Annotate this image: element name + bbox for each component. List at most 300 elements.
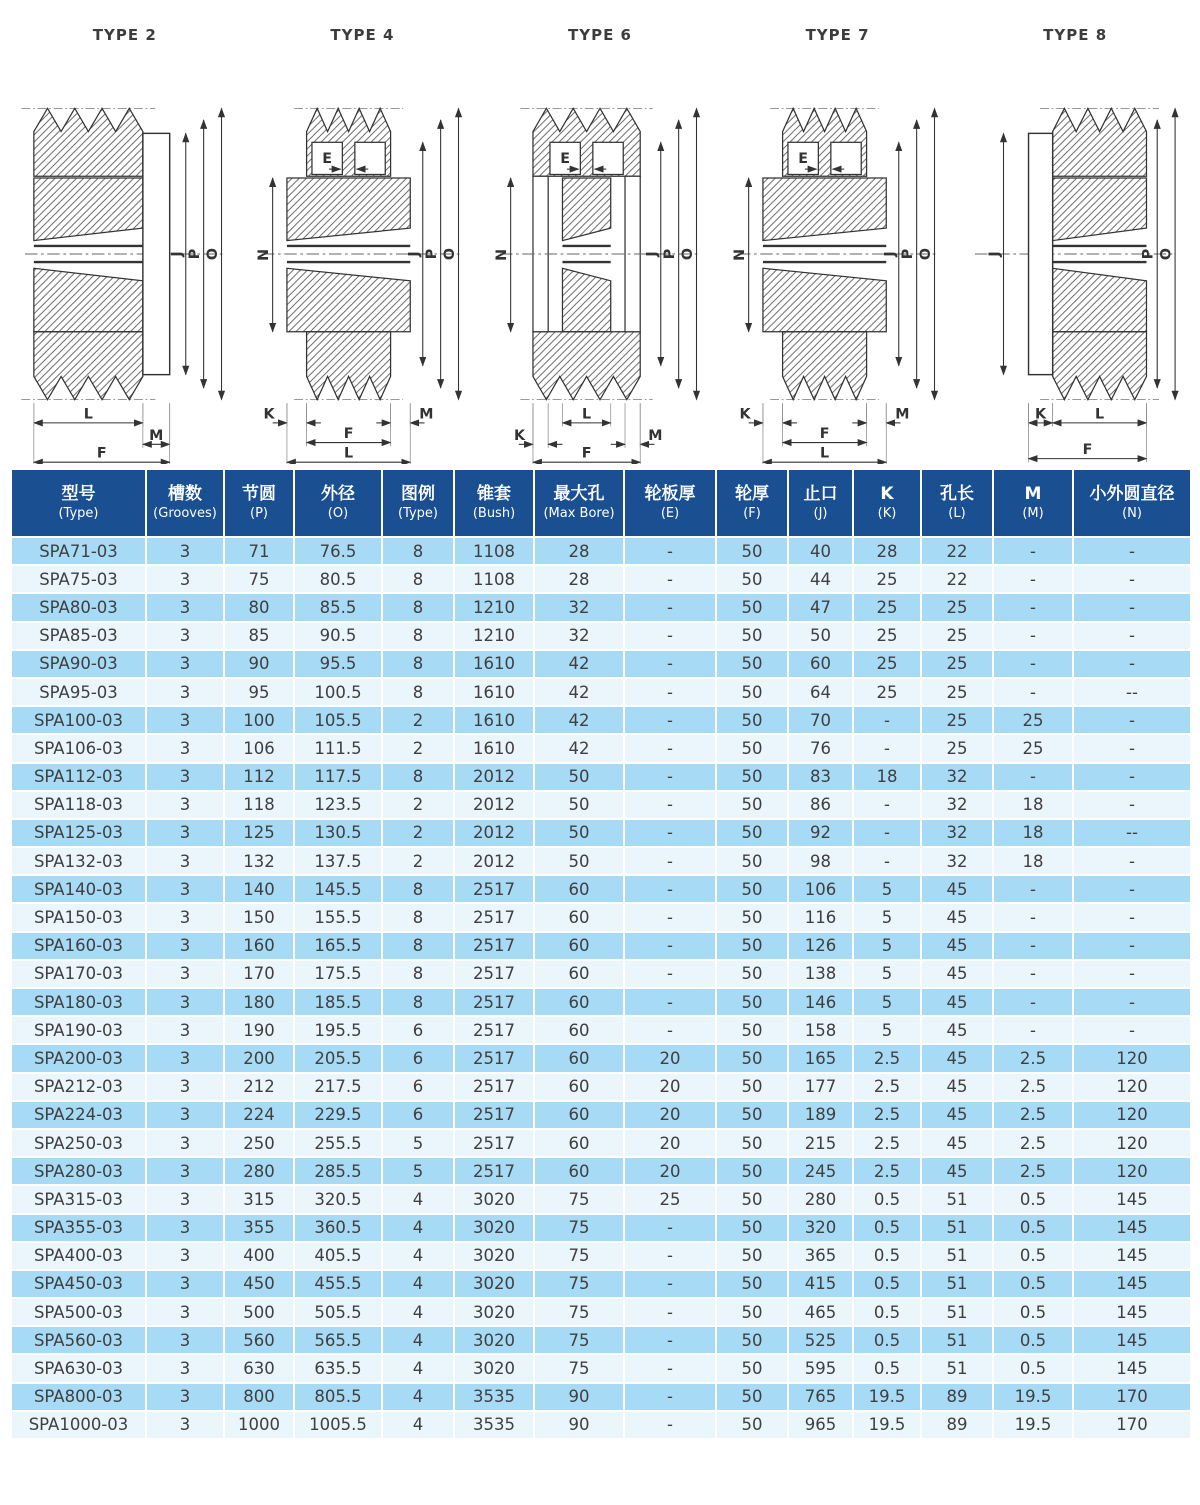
table-cell: 3 bbox=[146, 537, 224, 565]
table-cell: 25 bbox=[921, 706, 993, 734]
table-cell: 2517 bbox=[454, 1101, 534, 1129]
table-cell: 0.5 bbox=[993, 1270, 1073, 1298]
table-cell: 525 bbox=[788, 1326, 853, 1354]
table-cell: 3 bbox=[146, 1157, 224, 1185]
table-cell: - bbox=[993, 537, 1073, 565]
table-cell: 25 bbox=[624, 1185, 716, 1213]
table-cell: 3 bbox=[146, 847, 224, 875]
table-cell: 106 bbox=[788, 875, 853, 903]
table-cell: 3 bbox=[146, 1101, 224, 1129]
table-cell: 132 bbox=[224, 847, 294, 875]
table-cell: 3 bbox=[146, 1383, 224, 1411]
table-cell: - bbox=[624, 1411, 716, 1439]
table-cell: 120 bbox=[1073, 1157, 1191, 1185]
table-cell: 75 bbox=[534, 1185, 624, 1213]
table-cell: 6 bbox=[382, 1073, 454, 1101]
table-cell: 2012 bbox=[454, 791, 534, 819]
table-row bbox=[11, 1411, 1191, 1439]
table-cell: 3 bbox=[146, 988, 224, 1016]
svg-text:L: L bbox=[819, 445, 829, 462]
table-cell: 6 bbox=[382, 1101, 454, 1129]
table-cell: 50 bbox=[716, 875, 788, 903]
table-cell: 60 bbox=[534, 1073, 624, 1101]
table-cell: 0.5 bbox=[853, 1298, 921, 1326]
table-cell: 50 bbox=[716, 1411, 788, 1439]
table-cell: 60 bbox=[534, 1101, 624, 1129]
table-cell: 25 bbox=[921, 622, 993, 650]
table-cell: 8 bbox=[382, 650, 454, 678]
table-cell: 8 bbox=[382, 622, 454, 650]
table-cell: 8 bbox=[382, 593, 454, 621]
table-cell: 140 bbox=[224, 875, 294, 903]
table-cell: 215 bbox=[788, 1129, 853, 1157]
table-cell: 1108 bbox=[454, 537, 534, 565]
table-cell: 3 bbox=[146, 1129, 224, 1157]
svg-text:F: F bbox=[96, 445, 107, 462]
table-cell: 50 bbox=[716, 1073, 788, 1101]
table-cell: 145 bbox=[1073, 1214, 1191, 1242]
table-cell: 42 bbox=[534, 650, 624, 678]
table-cell: 2517 bbox=[454, 1129, 534, 1157]
table-row bbox=[11, 706, 1191, 734]
table-cell: 75 bbox=[534, 1298, 624, 1326]
table-cell: 120 bbox=[1073, 1073, 1191, 1101]
table-cell: 4 bbox=[382, 1270, 454, 1298]
table-cell: - bbox=[993, 1016, 1073, 1044]
table-cell: 217.5 bbox=[294, 1073, 382, 1101]
table-cell: SPA224-03 bbox=[11, 1101, 146, 1129]
table-cell: 50 bbox=[716, 1185, 788, 1213]
svg-text:F: F bbox=[581, 445, 592, 462]
svg-text:L: L bbox=[344, 445, 354, 462]
table-cell: 20 bbox=[624, 1157, 716, 1185]
table-cell: 2.5 bbox=[993, 1129, 1073, 1157]
table-cell: SPA250-03 bbox=[11, 1129, 146, 1157]
table-cell: 51 bbox=[921, 1185, 993, 1213]
table-cell: - bbox=[624, 1354, 716, 1382]
table-cell: - bbox=[624, 847, 716, 875]
table-cell: 3020 bbox=[454, 1185, 534, 1213]
table-cell: 205.5 bbox=[294, 1044, 382, 1072]
svg-text:K: K bbox=[1035, 406, 1047, 423]
svg-text:P: P bbox=[424, 248, 441, 260]
table-cell: 28 bbox=[853, 537, 921, 565]
table-cell: 32 bbox=[921, 763, 993, 791]
table-cell: 45 bbox=[921, 1073, 993, 1101]
column-header: 锥套 (Bush) bbox=[454, 469, 534, 537]
table-cell: 2 bbox=[382, 791, 454, 819]
table-row bbox=[11, 622, 1191, 650]
table-cell: 320 bbox=[788, 1214, 853, 1242]
table-row bbox=[11, 1270, 1191, 1298]
table-cell: 2012 bbox=[454, 847, 534, 875]
table-cell: 95 bbox=[224, 678, 294, 706]
table-cell: 1610 bbox=[454, 706, 534, 734]
table-cell: 60 bbox=[534, 875, 624, 903]
table-cell: 25 bbox=[921, 650, 993, 678]
svg-text:E: E bbox=[322, 150, 333, 167]
table-cell: 2517 bbox=[454, 875, 534, 903]
table-row bbox=[11, 593, 1191, 621]
table-cell: 32 bbox=[534, 593, 624, 621]
table-cell: - bbox=[993, 678, 1073, 706]
table-cell: 32 bbox=[534, 622, 624, 650]
table-cell: 60 bbox=[534, 932, 624, 960]
table-cell: 170 bbox=[224, 960, 294, 988]
table-cell: SPA100-03 bbox=[11, 706, 146, 734]
table-row bbox=[11, 1044, 1191, 1072]
table-cell: 800 bbox=[224, 1383, 294, 1411]
table-row bbox=[11, 1242, 1191, 1270]
table-row bbox=[11, 847, 1191, 875]
table-cell: - bbox=[1073, 875, 1191, 903]
table-cell: 50 bbox=[716, 1270, 788, 1298]
svg-text:O: O bbox=[680, 247, 697, 261]
table-cell: 90 bbox=[224, 650, 294, 678]
table-cell: - bbox=[1073, 706, 1191, 734]
svg-text:M: M bbox=[648, 427, 663, 444]
table-cell: - bbox=[993, 593, 1073, 621]
table-cell: 4 bbox=[382, 1298, 454, 1326]
svg-text:N: N bbox=[256, 248, 273, 261]
table-cell: 50 bbox=[716, 988, 788, 1016]
table-cell: 50 bbox=[716, 706, 788, 734]
table-cell: 25 bbox=[921, 593, 993, 621]
table-cell: SPA630-03 bbox=[11, 1354, 146, 1382]
svg-text:J: J bbox=[406, 251, 423, 257]
table-cell: 120 bbox=[1073, 1129, 1191, 1157]
table-cell: 18 bbox=[853, 763, 921, 791]
table-cell: 120 bbox=[1073, 1044, 1191, 1072]
table-row bbox=[11, 1298, 1191, 1326]
table-cell: SPA190-03 bbox=[11, 1016, 146, 1044]
table-cell: - bbox=[624, 1383, 716, 1411]
table-cell: 50 bbox=[534, 819, 624, 847]
table-cell: 3020 bbox=[454, 1354, 534, 1382]
table-cell: 25 bbox=[853, 565, 921, 593]
table-cell: SPA132-03 bbox=[11, 847, 146, 875]
table-cell: 320.5 bbox=[294, 1185, 382, 1213]
table-cell: - bbox=[624, 622, 716, 650]
table-cell: 89 bbox=[921, 1411, 993, 1439]
table-cell: 2.5 bbox=[853, 1101, 921, 1129]
table-cell: 51 bbox=[921, 1298, 993, 1326]
diagram-type-8 bbox=[956, 0, 1194, 468]
table-cell: 20 bbox=[624, 1129, 716, 1157]
table-cell: 4 bbox=[382, 1354, 454, 1382]
table-cell: 2517 bbox=[454, 1073, 534, 1101]
table-cell: 45 bbox=[921, 988, 993, 1016]
table-cell: 22 bbox=[921, 565, 993, 593]
table-cell: SPA85-03 bbox=[11, 622, 146, 650]
table-cell: 60 bbox=[534, 1157, 624, 1185]
svg-text:L: L bbox=[1095, 406, 1105, 423]
table-cell: 5 bbox=[853, 1016, 921, 1044]
table-row bbox=[11, 819, 1191, 847]
table-cell: 2517 bbox=[454, 1157, 534, 1185]
table-cell: - bbox=[1073, 1016, 1191, 1044]
diagram-type-4 bbox=[244, 0, 482, 468]
table-row bbox=[11, 763, 1191, 791]
svg-text:M: M bbox=[419, 406, 434, 423]
table-cell: 158 bbox=[788, 1016, 853, 1044]
svg-text:N: N bbox=[494, 248, 511, 261]
svg-text:N: N bbox=[731, 248, 748, 261]
table-cell: 92 bbox=[788, 819, 853, 847]
table-row bbox=[11, 1101, 1191, 1129]
table-cell: SPA212-03 bbox=[11, 1073, 146, 1101]
table-cell: 19.5 bbox=[853, 1383, 921, 1411]
table-cell: 60 bbox=[534, 960, 624, 988]
table-cell: 8 bbox=[382, 960, 454, 988]
spec-table bbox=[10, 468, 1192, 1440]
table-cell: 3 bbox=[146, 1073, 224, 1101]
table-cell: 70 bbox=[788, 706, 853, 734]
table-cell: 2 bbox=[382, 706, 454, 734]
svg-text:L: L bbox=[83, 406, 93, 423]
table-cell: 170 bbox=[1073, 1411, 1191, 1439]
table-cell: SPA140-03 bbox=[11, 875, 146, 903]
table-cell: 0.5 bbox=[993, 1326, 1073, 1354]
table-cell: - bbox=[993, 650, 1073, 678]
table-cell: 64 bbox=[788, 678, 853, 706]
table-cell: 2.5 bbox=[853, 1157, 921, 1185]
table-cell: 83 bbox=[788, 763, 853, 791]
table-cell: - bbox=[624, 763, 716, 791]
table-cell: - bbox=[624, 1298, 716, 1326]
table-cell: 45 bbox=[921, 960, 993, 988]
svg-text:J: J bbox=[644, 251, 661, 257]
table-cell: - bbox=[993, 622, 1073, 650]
table-cell: 3 bbox=[146, 875, 224, 903]
svg-text:K: K bbox=[739, 406, 751, 423]
table-cell: 47 bbox=[788, 593, 853, 621]
table-cell: 50 bbox=[716, 1044, 788, 1072]
pulley-cross-section-drawing bbox=[244, 44, 480, 464]
table-cell: 40 bbox=[788, 537, 853, 565]
svg-text:M: M bbox=[894, 406, 910, 423]
table-cell: 125 bbox=[224, 819, 294, 847]
table-cell: 50 bbox=[534, 791, 624, 819]
table-cell: 146 bbox=[788, 988, 853, 1016]
table-cell: 3 bbox=[146, 565, 224, 593]
svg-text:E: E bbox=[797, 150, 808, 167]
table-cell: 2 bbox=[382, 734, 454, 762]
table-cell: 76.5 bbox=[294, 537, 382, 565]
table-cell: 400 bbox=[224, 1242, 294, 1270]
table-cell: 2.5 bbox=[993, 1157, 1073, 1185]
table-cell: 50 bbox=[534, 847, 624, 875]
table-cell: -- bbox=[1073, 678, 1191, 706]
table-cell: 0.5 bbox=[993, 1185, 1073, 1213]
table-cell: 3 bbox=[146, 1214, 224, 1242]
table-cell: 100.5 bbox=[294, 678, 382, 706]
svg-text:J: J bbox=[169, 251, 186, 257]
table-cell: 8 bbox=[382, 565, 454, 593]
table-cell: 18 bbox=[993, 819, 1073, 847]
table-cell: 250 bbox=[224, 1129, 294, 1157]
table-cell: 50 bbox=[716, 763, 788, 791]
table-cell: 3 bbox=[146, 903, 224, 931]
table-cell: 80.5 bbox=[294, 565, 382, 593]
table-cell: - bbox=[1073, 734, 1191, 762]
table-cell: 20 bbox=[624, 1073, 716, 1101]
table-cell: 765 bbox=[788, 1383, 853, 1411]
table-cell: 51 bbox=[921, 1326, 993, 1354]
table-cell: 75 bbox=[534, 1270, 624, 1298]
table-cell: - bbox=[624, 678, 716, 706]
table-cell: 50 bbox=[716, 1383, 788, 1411]
column-header: 小外圆直径 (N) bbox=[1073, 469, 1191, 537]
table-cell: 505.5 bbox=[294, 1298, 382, 1326]
table-cell: SPA106-03 bbox=[11, 734, 146, 762]
table-cell: 45 bbox=[921, 1157, 993, 1185]
table-cell: 137.5 bbox=[294, 847, 382, 875]
table-cell: 360.5 bbox=[294, 1214, 382, 1242]
table-cell: 106 bbox=[224, 734, 294, 762]
table-cell: 212 bbox=[224, 1073, 294, 1101]
table-cell: 118 bbox=[224, 791, 294, 819]
table-cell: 355 bbox=[224, 1214, 294, 1242]
table-cell: 280 bbox=[788, 1185, 853, 1213]
table-row bbox=[11, 791, 1191, 819]
table-cell: 465 bbox=[788, 1298, 853, 1326]
diagram-title: TYPE 6 bbox=[567, 26, 632, 44]
table-cell: 60 bbox=[788, 650, 853, 678]
table-cell: 25 bbox=[993, 734, 1073, 762]
table-cell: - bbox=[993, 932, 1073, 960]
table-cell: SPA170-03 bbox=[11, 960, 146, 988]
table-cell: 50 bbox=[716, 1354, 788, 1382]
table-cell: 32 bbox=[921, 819, 993, 847]
table-cell: 95.5 bbox=[294, 650, 382, 678]
table-row bbox=[11, 734, 1191, 762]
table-cell: 3 bbox=[146, 1044, 224, 1072]
table-row bbox=[11, 1157, 1191, 1185]
table-cell: 116 bbox=[788, 903, 853, 931]
table-cell: 60 bbox=[534, 1129, 624, 1157]
diagram-title: TYPE 8 bbox=[1043, 26, 1108, 44]
table-cell: 2517 bbox=[454, 903, 534, 931]
table-cell: 19.5 bbox=[853, 1411, 921, 1439]
table-cell: - bbox=[624, 565, 716, 593]
table-cell: SPA355-03 bbox=[11, 1214, 146, 1242]
table-cell: 170 bbox=[1073, 1383, 1191, 1411]
table-cell: 0.5 bbox=[993, 1298, 1073, 1326]
table-cell: 5 bbox=[853, 988, 921, 1016]
table-cell: 2 bbox=[382, 847, 454, 875]
table-cell: - bbox=[993, 565, 1073, 593]
table-cell: SPA200-03 bbox=[11, 1044, 146, 1072]
svg-text:E: E bbox=[560, 150, 571, 167]
table-cell: 75 bbox=[224, 565, 294, 593]
table-row bbox=[11, 1383, 1191, 1411]
table-cell: 98 bbox=[788, 847, 853, 875]
table-cell: 50 bbox=[716, 1242, 788, 1270]
table-cell: 60 bbox=[534, 1016, 624, 1044]
table-cell: 4 bbox=[382, 1326, 454, 1354]
table-cell: 25 bbox=[853, 593, 921, 621]
table-cell: 145 bbox=[1073, 1326, 1191, 1354]
table-cell: - bbox=[624, 1270, 716, 1298]
table-cell: 89 bbox=[921, 1383, 993, 1411]
table-cell: 1210 bbox=[454, 593, 534, 621]
table-cell: 365 bbox=[788, 1242, 853, 1270]
table-cell: 45 bbox=[921, 1129, 993, 1157]
table-cell: SPA500-03 bbox=[11, 1298, 146, 1326]
table-cell: 45 bbox=[921, 903, 993, 931]
table-cell: 2517 bbox=[454, 960, 534, 988]
table-cell: 50 bbox=[716, 1214, 788, 1242]
table-cell: 75 bbox=[534, 1242, 624, 1270]
table-cell: 560 bbox=[224, 1326, 294, 1354]
table-cell: 4 bbox=[382, 1411, 454, 1439]
diagram-type-6 bbox=[481, 0, 719, 468]
diagram-title: TYPE 7 bbox=[805, 26, 870, 44]
table-cell: 50 bbox=[716, 537, 788, 565]
table-cell: - bbox=[853, 734, 921, 762]
table-cell: 3535 bbox=[454, 1383, 534, 1411]
table-cell: 180 bbox=[224, 988, 294, 1016]
table-cell: 3 bbox=[146, 593, 224, 621]
table-cell: 19.5 bbox=[993, 1383, 1073, 1411]
table-cell: 6 bbox=[382, 1044, 454, 1072]
table-cell: 25 bbox=[993, 706, 1073, 734]
table-cell: 138 bbox=[788, 960, 853, 988]
table-cell: 8 bbox=[382, 932, 454, 960]
table-row bbox=[11, 875, 1191, 903]
table-cell: 42 bbox=[534, 706, 624, 734]
table-cell: 8 bbox=[382, 537, 454, 565]
table-cell: - bbox=[853, 791, 921, 819]
diagram-type-2 bbox=[6, 0, 244, 468]
table-cell: 111.5 bbox=[294, 734, 382, 762]
table-cell: 415 bbox=[788, 1270, 853, 1298]
table-cell: 75 bbox=[534, 1326, 624, 1354]
table-cell: 42 bbox=[534, 678, 624, 706]
table-row bbox=[11, 1129, 1191, 1157]
table-cell: 5 bbox=[382, 1129, 454, 1157]
table-cell: 50 bbox=[534, 763, 624, 791]
table-cell: 2.5 bbox=[853, 1073, 921, 1101]
table-cell: SPA125-03 bbox=[11, 819, 146, 847]
svg-text:O: O bbox=[442, 247, 459, 261]
table-cell: 255.5 bbox=[294, 1129, 382, 1157]
table-cell: 50 bbox=[716, 791, 788, 819]
table-cell: 2517 bbox=[454, 932, 534, 960]
table-cell: 5 bbox=[382, 1157, 454, 1185]
table-cell: 455.5 bbox=[294, 1270, 382, 1298]
table-cell: 145 bbox=[1073, 1298, 1191, 1326]
table-cell: 4 bbox=[382, 1242, 454, 1270]
table-cell: 105.5 bbox=[294, 706, 382, 734]
svg-text:L: L bbox=[582, 406, 592, 423]
svg-text:O: O bbox=[917, 247, 934, 261]
pulley-cross-section-drawing bbox=[7, 44, 243, 464]
table-cell: - bbox=[1073, 763, 1191, 791]
table-cell: 189 bbox=[788, 1101, 853, 1129]
table-cell: 20 bbox=[624, 1044, 716, 1072]
table-cell: 0.5 bbox=[853, 1326, 921, 1354]
table-cell: 3 bbox=[146, 1242, 224, 1270]
table-cell: 50 bbox=[788, 622, 853, 650]
table-cell: - bbox=[624, 1242, 716, 1270]
column-header: 最大孔 (Max Bore) bbox=[534, 469, 624, 537]
table-cell: 2517 bbox=[454, 1016, 534, 1044]
table-cell: 90 bbox=[534, 1411, 624, 1439]
table-cell: 2.5 bbox=[993, 1101, 1073, 1129]
table-cell: 1610 bbox=[454, 734, 534, 762]
